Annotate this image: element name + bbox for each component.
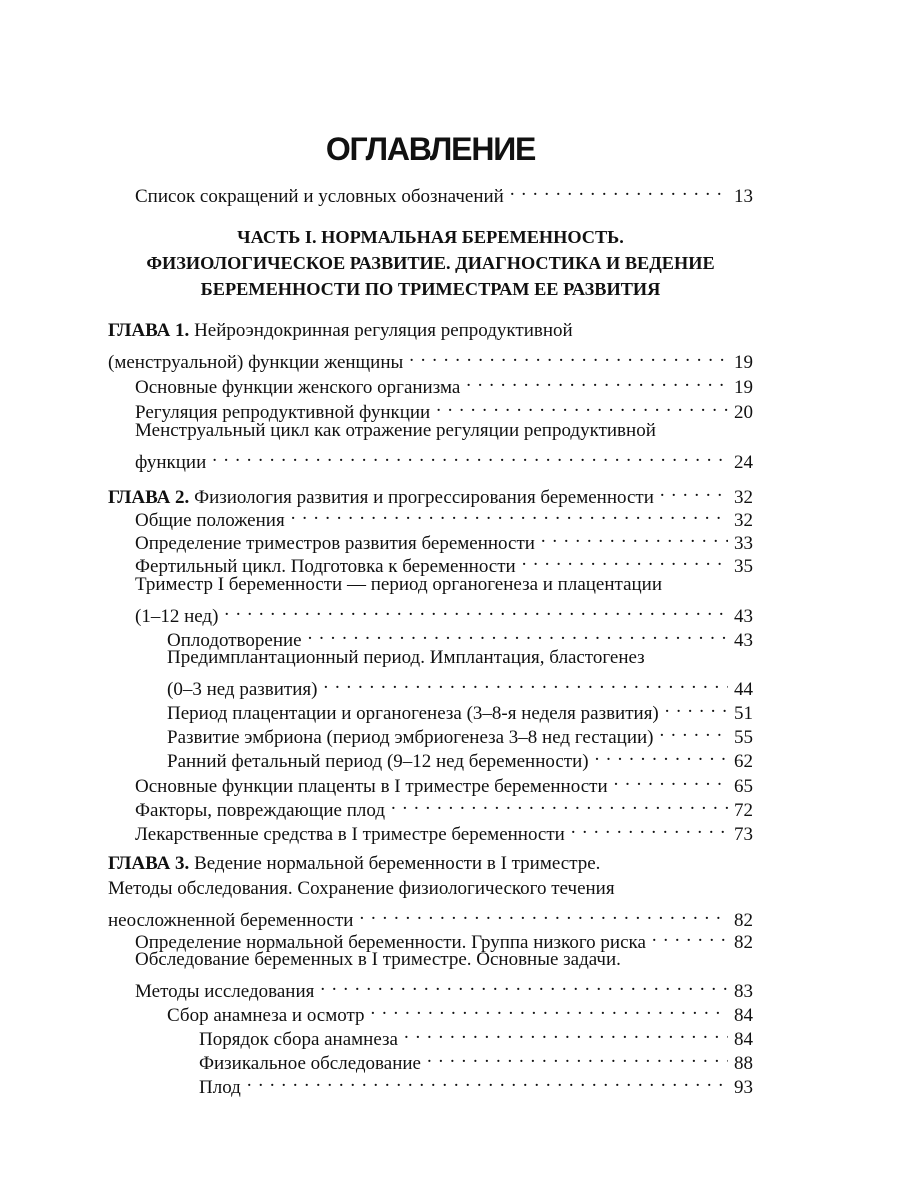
page-number: 83 bbox=[734, 981, 753, 1002]
entry-text: Сбор анамнеза и осмотр bbox=[167, 1005, 365, 1026]
leader-dots bbox=[224, 597, 728, 622]
toc-entry[interactable] bbox=[108, 1020, 753, 1050]
chapter-label: ГЛАВА 1. bbox=[108, 320, 190, 341]
page-number: 32 bbox=[734, 487, 753, 508]
toc-entry[interactable] bbox=[108, 572, 753, 627]
page-number: 55 bbox=[734, 727, 753, 748]
page-number: 43 bbox=[734, 630, 753, 651]
toc-entry[interactable] bbox=[108, 418, 753, 473]
toc-entry[interactable] bbox=[108, 524, 753, 554]
toc-entry[interactable] bbox=[108, 694, 753, 724]
entry-text: Обследование беременных в I триместре. Основные задачи. bbox=[135, 949, 621, 970]
entry-text: Основные функции плаценты в I триместре беременности bbox=[135, 776, 608, 797]
leader-dots bbox=[409, 343, 728, 368]
leader-dots bbox=[660, 718, 728, 743]
toc-entry[interactable] bbox=[108, 947, 753, 1002]
entry-text: Методы исследования bbox=[135, 981, 315, 1002]
entry-text: Период плацентации и органогенеза (3–8-я неделя развития) bbox=[167, 703, 659, 724]
entry-text: Ведение нормальной беременности в I триместре. bbox=[194, 853, 601, 874]
page-number: 24 bbox=[734, 452, 753, 473]
entry-text: Список сокращений и условных обозначений bbox=[135, 186, 504, 207]
entry-text: Нейроэндокринная регуляция репродуктивной bbox=[194, 320, 573, 341]
toc-entry[interactable] bbox=[108, 718, 753, 748]
page-number: 82 bbox=[734, 910, 753, 931]
toc-entry[interactable] bbox=[108, 996, 753, 1026]
page-number: 82 bbox=[734, 932, 753, 953]
leader-dots bbox=[571, 815, 728, 840]
leader-dots bbox=[665, 694, 728, 719]
leader-dots bbox=[320, 972, 728, 997]
entry-text: Физикальное обследование bbox=[199, 1053, 421, 1074]
part-heading bbox=[108, 224, 753, 302]
entry-text: Предимплантационный период. Имплантация, бластогенез bbox=[167, 647, 645, 668]
toc-entry[interactable] bbox=[108, 742, 753, 772]
entry-text: Определение триместров развития беременности bbox=[135, 533, 535, 554]
leader-dots bbox=[427, 1044, 728, 1069]
entry-text: Менструальный цикл как отражение регуляции репродуктивной bbox=[135, 420, 656, 441]
entry-text: Лекарственные средства в I триместре беременности bbox=[135, 824, 565, 845]
entry-text: (менструальной) функции женщины bbox=[108, 352, 404, 373]
page-number: 19 bbox=[734, 377, 753, 398]
page-number: 35 bbox=[734, 556, 753, 577]
page-number: 44 bbox=[734, 679, 753, 700]
part-heading-line: ЧАСТЬ I. НОРМАЛЬНАЯ БЕРЕМЕННОСТЬ. bbox=[237, 227, 624, 247]
entry-text: (1–12 нед) bbox=[135, 606, 219, 627]
entry-text: Регуляция репродуктивной функции bbox=[135, 402, 431, 423]
toc-entry-abbreviations[interactable] bbox=[108, 177, 753, 207]
leader-dots bbox=[212, 443, 728, 468]
entry-text: Основные функции женского организма bbox=[135, 377, 461, 398]
page-number: 84 bbox=[734, 1005, 753, 1026]
page-number: 13 bbox=[734, 186, 753, 207]
toc-entry[interactable] bbox=[108, 393, 753, 423]
page-number: 19 bbox=[734, 352, 753, 373]
toc-chapter-1[interactable] bbox=[108, 318, 753, 373]
toc-entry[interactable] bbox=[108, 1044, 753, 1074]
leader-dots bbox=[595, 742, 728, 767]
toc-entry[interactable] bbox=[108, 791, 753, 821]
toc-entry[interactable] bbox=[108, 368, 753, 398]
leader-dots bbox=[247, 1068, 728, 1093]
page-number: 62 bbox=[734, 751, 753, 772]
page-number: 73 bbox=[734, 824, 753, 845]
toc-entry[interactable] bbox=[108, 923, 753, 953]
page-number: 43 bbox=[734, 606, 753, 627]
toc-page bbox=[108, 0, 753, 1200]
page-number: 72 bbox=[734, 800, 753, 821]
page-number: 33 bbox=[734, 533, 753, 554]
toc-entry[interactable] bbox=[108, 1068, 753, 1098]
leader-dots bbox=[652, 923, 728, 948]
page-number: 93 bbox=[734, 1077, 753, 1098]
toc-entry[interactable] bbox=[108, 645, 753, 700]
toc-chapter-2[interactable] bbox=[108, 478, 753, 508]
leader-dots bbox=[391, 791, 728, 816]
leader-dots bbox=[660, 478, 728, 503]
toc-chapter-3[interactable] bbox=[108, 851, 753, 931]
entry-text: Фертильный цикл. Подготовка к беременности bbox=[135, 556, 516, 577]
leader-dots bbox=[522, 547, 728, 572]
chapter-label: ГЛАВА 2. bbox=[108, 487, 190, 508]
chapter-label: ГЛАВА 3. bbox=[108, 853, 190, 874]
leader-dots bbox=[466, 368, 728, 393]
toc-entry[interactable] bbox=[108, 767, 753, 797]
leader-dots bbox=[308, 621, 728, 646]
entry-text: Физиология развития и прогрессирования беременности bbox=[194, 487, 654, 508]
part-heading-line: БЕРЕМЕННОСТИ ПО ТРИМЕСТРАМ ЕЕ РАЗВИТИЯ bbox=[200, 279, 661, 299]
toc-entry[interactable] bbox=[108, 547, 753, 577]
page-number: 65 bbox=[734, 776, 753, 797]
entry-text: Факторы, повреждающие плод bbox=[135, 800, 385, 821]
entry-text: Плод bbox=[199, 1077, 241, 1098]
entry-text: Общие положения bbox=[135, 510, 285, 531]
leader-dots bbox=[404, 1020, 728, 1045]
toc-entry[interactable] bbox=[108, 621, 753, 651]
leader-dots bbox=[510, 177, 728, 202]
entry-text: Триместр I беременности — период органогенеза и плацентации bbox=[135, 574, 662, 595]
leader-dots bbox=[291, 501, 728, 526]
entry-text: Определение нормальной беременности. Группа низкого риска bbox=[135, 932, 646, 953]
page-number: 84 bbox=[734, 1029, 753, 1050]
leader-dots bbox=[371, 996, 728, 1021]
entry-text: (0–3 нед развития) bbox=[167, 679, 318, 700]
entry-text: Развитие эмбриона (период эмбриогенеза 3–8 нед гестации) bbox=[167, 727, 654, 748]
entry-text: Методы обследования. Сохранение физиологического течения bbox=[108, 878, 615, 899]
toc-entry[interactable] bbox=[108, 815, 753, 845]
entry-text: неосложненной беременности bbox=[108, 910, 354, 931]
entry-text: Ранний фетальный период (9–12 нед беременности) bbox=[167, 751, 589, 772]
leader-dots bbox=[614, 767, 728, 792]
page-number: 88 bbox=[734, 1053, 753, 1074]
page-number: 32 bbox=[734, 510, 753, 531]
leader-dots bbox=[541, 524, 728, 549]
page-number: 51 bbox=[734, 703, 753, 724]
part-heading-line: ФИЗИОЛОГИЧЕСКОЕ РАЗВИТИЕ. ДИАГНОСТИКА И ВЕДЕНИЕ bbox=[146, 253, 715, 273]
leader-dots bbox=[323, 670, 728, 695]
leader-dots bbox=[436, 393, 728, 418]
entry-text: Оплодотворение bbox=[167, 630, 302, 651]
entry-text: Порядок сбора анамнеза bbox=[199, 1029, 398, 1050]
toc-entry[interactable] bbox=[108, 501, 753, 531]
page-title: ОГЛАВЛЕНИЕ bbox=[325, 131, 536, 167]
entry-text: функции bbox=[135, 452, 207, 473]
page-number: 20 bbox=[734, 402, 753, 423]
